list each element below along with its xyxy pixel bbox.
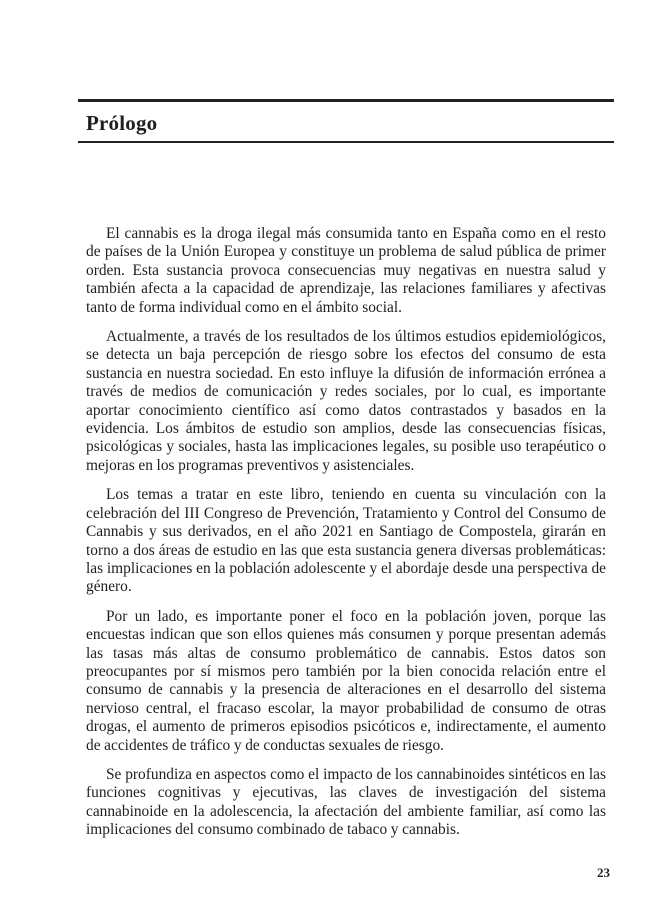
paragraph: Los temas a tratar en este libro, teniendo en cuenta su vinculación con la celebración del III Congreso de Prevención, Tratamiento y Control del Consumo de Cannabis y sus derivados, en el año 2021 en Santiago de Compostela, girarán en torno a dos áreas de estudio en las que esta sustancia genera diversas problemáticas: las implicaciones en la población adolescente y el abordaje desde una perspectiva de género.	[86, 486, 606, 596]
page-number: 23	[597, 865, 610, 880]
paragraph: El cannabis es la droga ilegal más consumida tanto en España como en el resto de países de la Unión Europea y constituye un problema de salud pública de primer orden. Esta sustancia provoca consecuencias muy negativas en nuestra salud y también afecta a la capacidad de aprendizaje, las relaciones familiares y afectivas tanto de forma individual como en el ámbito social.	[86, 225, 606, 316]
chapter-bottom-rule	[78, 141, 614, 143]
paragraph: Se profundiza en aspectos como el impacto de los cannabinoides sintéticos en las funciones cognitivas y ejecutivas, las claves de investigación del sistema cannabinoide en la adolescencia, la afectación del ambiente familiar, así como las implicaciones del consumo combinado de tabaco y cannabis.	[86, 765, 606, 839]
body-text	[86, 225, 606, 851]
paragraph: Por un lado, es importante poner el foco en la población joven, porque las encuestas indican que son ellos quienes más consumen y porque presentan además las tasas más altas de consumo problemático de cannabis. Estos datos son preocupantes por sí mismos pero también por la bien conocida relación entre el consumo de cannabis y la presencia de alteraciones en el desarrollo del sistema nervioso central, el fracaso escolar, la mayor probabilidad de consumo de otras drogas, el aumento de primeros episodios psicóticos e, indirectamente, el aumento de accidentes de tráfico y de conductas sexuales de riesgo.	[86, 607, 606, 754]
chapter-title: Prólogo	[86, 111, 158, 135]
chapter-top-rule	[78, 99, 614, 102]
paragraph: Actualmente, a través de los resultados de los últimos estudios epidemiológicos, se detecta un baja percepción de riesgo sobre los efectos del consumo de esta sustancia en nuestra sociedad. En esto influye la difusión de información errónea a través de medios de comunicación y redes sociales, por lo cual, es importante aportar conocimiento científico así como datos contrastados y basados en la evidencia. Los ámbitos de estudio son amplios, desde las consecuencias físicas, psicológicas y sociales, hasta las implicaciones legales, su posible uso terapéutico o mejoras en los programas preventivos y asistenciales.	[86, 328, 606, 474]
